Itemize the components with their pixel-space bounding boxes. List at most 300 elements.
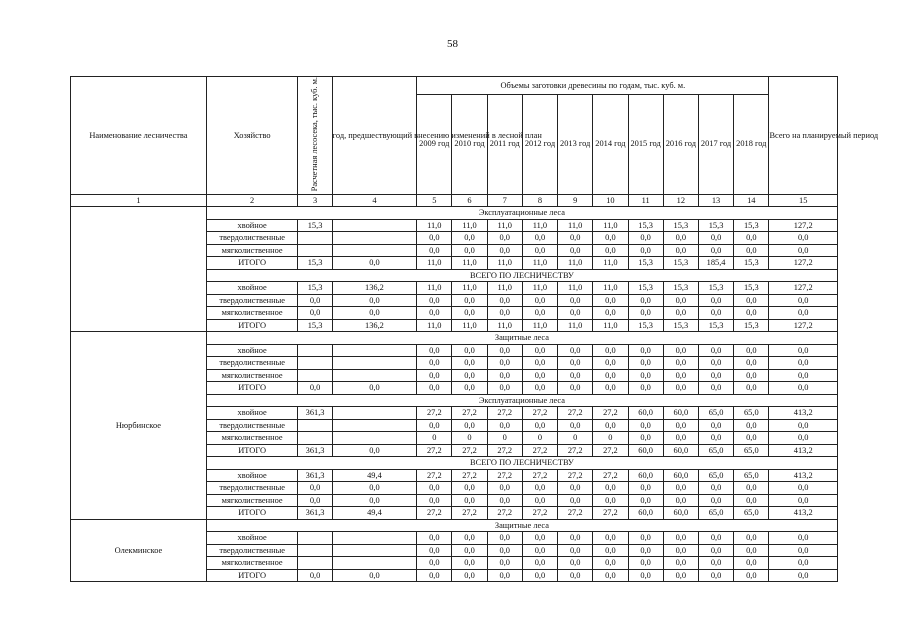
year-value: 0,0 xyxy=(734,557,769,570)
header-year: 2014 год xyxy=(593,94,628,194)
year-value: 0,0 xyxy=(558,557,593,570)
year-value: 27,2 xyxy=(593,407,628,420)
year-value: 27,2 xyxy=(417,407,452,420)
year-value: 0,0 xyxy=(628,544,663,557)
year-value: 0,0 xyxy=(558,244,593,257)
year-value: 11,0 xyxy=(417,257,452,270)
economy-type: ИТОГО xyxy=(206,444,298,457)
prior-year-value: 0,0 xyxy=(332,382,417,395)
year-value: 11,0 xyxy=(522,282,557,295)
year-value: 11,0 xyxy=(487,257,522,270)
year-value: 0,0 xyxy=(734,494,769,507)
economy-type: ИТОГО xyxy=(206,569,298,582)
year-value: 0 xyxy=(558,432,593,445)
header-year: 2012 год xyxy=(522,94,557,194)
total-value: 0,0 xyxy=(769,232,838,245)
column-number: 1 xyxy=(71,194,207,207)
year-value: 65,0 xyxy=(734,444,769,457)
block-title: Защитные леса xyxy=(206,332,837,345)
total-value: 127,2 xyxy=(769,282,838,295)
year-value: 0,0 xyxy=(698,544,733,557)
year-value: 15,3 xyxy=(698,319,733,332)
year-value: 0,0 xyxy=(663,482,698,495)
year-value: 0,0 xyxy=(522,557,557,570)
year-value: 11,0 xyxy=(487,282,522,295)
year-value: 0,0 xyxy=(487,544,522,557)
year-value: 0,0 xyxy=(487,482,522,495)
year-value: 11,0 xyxy=(452,219,487,232)
total-value: 0,0 xyxy=(769,482,838,495)
year-value: 11,0 xyxy=(593,319,628,332)
year-value: 0,0 xyxy=(452,557,487,570)
header-volumes-group: Объемы заготовки древесины по годам, тыс. куб. м. xyxy=(417,77,769,95)
prior-year-value: 0,0 xyxy=(332,494,417,507)
year-value: 0,0 xyxy=(734,294,769,307)
year-value: 0,0 xyxy=(698,344,733,357)
year-value: 11,0 xyxy=(558,319,593,332)
year-value: 0,0 xyxy=(593,232,628,245)
year-value: 0,0 xyxy=(522,419,557,432)
economy-type: хвойное xyxy=(206,344,298,357)
year-value: 0,0 xyxy=(663,382,698,395)
total-value: 0,0 xyxy=(769,357,838,370)
allowable-cut-value: 15,3 xyxy=(298,319,332,332)
allowable-cut-value: 361,3 xyxy=(298,407,332,420)
year-value: 0,0 xyxy=(558,357,593,370)
block-title-row xyxy=(71,332,838,345)
year-value: 0 xyxy=(487,432,522,445)
prior-year-value: 136,2 xyxy=(332,282,417,295)
year-value: 0,0 xyxy=(698,382,733,395)
year-value: 11,0 xyxy=(558,282,593,295)
column-number: 15 xyxy=(769,194,838,207)
year-value: 65,0 xyxy=(698,469,733,482)
year-value: 0,0 xyxy=(663,494,698,507)
year-value: 0,0 xyxy=(593,307,628,320)
year-value: 0,0 xyxy=(734,232,769,245)
year-value: 0 xyxy=(417,432,452,445)
header-year: 2017 год xyxy=(698,94,733,194)
prior-year-value xyxy=(332,432,417,445)
year-value: 0,0 xyxy=(558,369,593,382)
year-value: 0,0 xyxy=(487,244,522,257)
prior-year-value: 0,0 xyxy=(332,294,417,307)
year-value: 0,0 xyxy=(558,382,593,395)
year-value: 0,0 xyxy=(558,419,593,432)
year-value: 0,0 xyxy=(663,532,698,545)
year-value: 11,0 xyxy=(417,219,452,232)
year-value: 27,2 xyxy=(452,469,487,482)
year-value: 0,0 xyxy=(593,369,628,382)
year-value: 27,2 xyxy=(522,507,557,520)
economy-type: твердолиственные xyxy=(206,482,298,495)
year-value: 0,0 xyxy=(487,557,522,570)
year-value: 15,3 xyxy=(698,219,733,232)
prior-year-value: 0,0 xyxy=(332,569,417,582)
year-value: 0,0 xyxy=(522,232,557,245)
economy-type: твердолиственные xyxy=(206,294,298,307)
year-value: 0,0 xyxy=(734,432,769,445)
economy-type: ИТОГО xyxy=(206,319,298,332)
total-value: 0,0 xyxy=(769,419,838,432)
year-value: 27,2 xyxy=(487,444,522,457)
year-value: 0,0 xyxy=(734,382,769,395)
block-title-row xyxy=(71,207,838,220)
economy-type: мягколиственное xyxy=(206,244,298,257)
year-value: 27,2 xyxy=(522,407,557,420)
year-value: 0,0 xyxy=(628,494,663,507)
year-value: 60,0 xyxy=(663,469,698,482)
year-value: 0,0 xyxy=(663,307,698,320)
column-number: 4 xyxy=(332,194,417,207)
header-year: 2015 год xyxy=(628,94,663,194)
block-title: Защитные леса xyxy=(206,519,837,532)
year-value: 65,0 xyxy=(734,507,769,520)
column-number: 7 xyxy=(487,194,522,207)
year-value: 60,0 xyxy=(663,444,698,457)
year-value: 0,0 xyxy=(628,419,663,432)
year-value: 0,0 xyxy=(628,369,663,382)
economy-type: твердолиственные xyxy=(206,419,298,432)
economy-type: мягколиственное xyxy=(206,432,298,445)
year-value: 27,2 xyxy=(487,469,522,482)
year-value: 15,3 xyxy=(734,319,769,332)
year-value: 0,0 xyxy=(698,294,733,307)
column-number: 13 xyxy=(698,194,733,207)
year-value: 0,0 xyxy=(628,294,663,307)
year-value: 0,0 xyxy=(593,382,628,395)
year-value: 0,0 xyxy=(663,557,698,570)
year-value: 0,0 xyxy=(628,357,663,370)
year-value: 11,0 xyxy=(487,319,522,332)
total-value: 0,0 xyxy=(769,344,838,357)
total-value: 413,2 xyxy=(769,407,838,420)
year-value: 0,0 xyxy=(628,382,663,395)
economy-type: мягколиственное xyxy=(206,494,298,507)
header-prior-year: год, предшествующий внесению изменений в лесной план xyxy=(332,77,417,195)
year-value: 0,0 xyxy=(522,307,557,320)
prior-year-value: 0,0 xyxy=(332,307,417,320)
economy-type: ИТОГО xyxy=(206,507,298,520)
year-value: 0,0 xyxy=(593,569,628,582)
year-value: 0,0 xyxy=(487,344,522,357)
year-value: 0,0 xyxy=(487,294,522,307)
year-value: 0,0 xyxy=(487,369,522,382)
prior-year-value xyxy=(332,219,417,232)
year-value: 11,0 xyxy=(522,219,557,232)
column-number: 3 xyxy=(298,194,332,207)
year-value: 15,3 xyxy=(628,282,663,295)
economy-type: хвойное xyxy=(206,469,298,482)
block-title: Эксплуатационные леса xyxy=(206,207,837,220)
year-value: 0,0 xyxy=(663,419,698,432)
economy-type: хвойное xyxy=(206,219,298,232)
year-value: 0,0 xyxy=(522,544,557,557)
year-value: 11,0 xyxy=(558,219,593,232)
year-value: 15,3 xyxy=(628,319,663,332)
year-value: 11,0 xyxy=(487,219,522,232)
block-title-row xyxy=(71,519,838,532)
year-value: 65,0 xyxy=(698,444,733,457)
year-value: 0,0 xyxy=(593,344,628,357)
year-value: 15,3 xyxy=(663,257,698,270)
year-value: 0,0 xyxy=(734,544,769,557)
year-value: 27,2 xyxy=(522,444,557,457)
year-value: 0,0 xyxy=(452,344,487,357)
prior-year-value: 0,0 xyxy=(332,482,417,495)
header-year: 2011 год xyxy=(487,94,522,194)
year-value: 0,0 xyxy=(558,294,593,307)
allowable-cut-value xyxy=(298,357,332,370)
prior-year-value: 0,0 xyxy=(332,444,417,457)
year-value: 0,0 xyxy=(417,494,452,507)
total-value: 0,0 xyxy=(769,557,838,570)
year-value: 0,0 xyxy=(698,532,733,545)
column-number: 10 xyxy=(593,194,628,207)
column-number: 2 xyxy=(206,194,298,207)
year-value: 27,2 xyxy=(487,507,522,520)
year-value: 11,0 xyxy=(452,257,487,270)
year-value: 0,0 xyxy=(452,369,487,382)
year-value: 0,0 xyxy=(417,232,452,245)
year-value: 0,0 xyxy=(628,532,663,545)
year-value: 0,0 xyxy=(734,569,769,582)
year-value: 0,0 xyxy=(558,307,593,320)
year-value: 27,2 xyxy=(593,507,628,520)
year-value: 60,0 xyxy=(628,407,663,420)
allowable-cut-value: 361,3 xyxy=(298,444,332,457)
year-value: 27,2 xyxy=(558,469,593,482)
total-value: 0,0 xyxy=(769,569,838,582)
economy-type: хвойное xyxy=(206,407,298,420)
allowable-cut-value: 15,3 xyxy=(298,282,332,295)
year-value: 0,0 xyxy=(698,307,733,320)
year-value: 0,0 xyxy=(522,344,557,357)
column-number: 8 xyxy=(522,194,557,207)
year-value: 0,0 xyxy=(522,244,557,257)
year-value: 0,0 xyxy=(628,232,663,245)
header-allowable-cut xyxy=(298,77,332,195)
economy-type: ИТОГО xyxy=(206,257,298,270)
allowable-cut-value: 0,0 xyxy=(298,307,332,320)
year-value: 0,0 xyxy=(628,244,663,257)
year-value: 0,0 xyxy=(452,419,487,432)
allowable-cut-value: 15,3 xyxy=(298,257,332,270)
economy-type: хвойное xyxy=(206,532,298,545)
total-value: 0,0 xyxy=(769,382,838,395)
total-value: 127,2 xyxy=(769,257,838,270)
prior-year-value: 49,4 xyxy=(332,469,417,482)
year-value: 0,0 xyxy=(522,482,557,495)
year-value: 0,0 xyxy=(698,432,733,445)
allowable-cut-value xyxy=(298,369,332,382)
prior-year-value xyxy=(332,344,417,357)
total-value: 0,0 xyxy=(769,432,838,445)
year-value: 0,0 xyxy=(558,544,593,557)
year-value: 0,0 xyxy=(417,357,452,370)
prior-year-value xyxy=(332,369,417,382)
year-value: 0,0 xyxy=(452,244,487,257)
year-value: 0,0 xyxy=(593,544,628,557)
year-value: 15,3 xyxy=(663,319,698,332)
year-value: 0,0 xyxy=(698,494,733,507)
year-value: 27,2 xyxy=(417,469,452,482)
allowable-cut-value xyxy=(298,432,332,445)
year-value: 0,0 xyxy=(593,494,628,507)
allowable-cut-value xyxy=(298,419,332,432)
year-value: 27,2 xyxy=(452,507,487,520)
total-value: 413,2 xyxy=(769,444,838,457)
block-title: ВСЕГО ПО ЛЕСНИЧЕСТВУ xyxy=(206,269,837,282)
total-value: 0,0 xyxy=(769,494,838,507)
total-value: 127,2 xyxy=(769,219,838,232)
year-value: 65,0 xyxy=(698,407,733,420)
economy-type: мягколиственное xyxy=(206,369,298,382)
year-value: 0,0 xyxy=(698,232,733,245)
year-value: 11,0 xyxy=(417,319,452,332)
year-value: 15,3 xyxy=(628,219,663,232)
year-value: 0,0 xyxy=(417,244,452,257)
economy-type: твердолиственные xyxy=(206,357,298,370)
year-value: 0,0 xyxy=(698,357,733,370)
year-value: 0,0 xyxy=(698,419,733,432)
year-value: 0,0 xyxy=(734,344,769,357)
block-title: ВСЕГО ПО ЛЕСНИЧЕСТВУ xyxy=(206,457,837,470)
year-value: 0,0 xyxy=(452,294,487,307)
allowable-cut-value: 0,0 xyxy=(298,294,332,307)
year-value: 0 xyxy=(452,432,487,445)
year-value: 185,4 xyxy=(698,257,733,270)
allowable-cut-value: 361,3 xyxy=(298,507,332,520)
allowable-cut-value xyxy=(298,244,332,257)
year-value: 15,3 xyxy=(628,257,663,270)
year-value: 0,0 xyxy=(487,307,522,320)
year-value: 0,0 xyxy=(417,382,452,395)
total-value: 0,0 xyxy=(769,532,838,545)
header-total: Всего на планируемый период xyxy=(769,77,838,195)
year-value: 15,3 xyxy=(734,282,769,295)
year-value: 0,0 xyxy=(663,569,698,582)
year-value: 0,0 xyxy=(628,307,663,320)
year-value: 0,0 xyxy=(417,419,452,432)
year-value: 0,0 xyxy=(487,494,522,507)
prior-year-value xyxy=(332,232,417,245)
year-value: 60,0 xyxy=(663,507,698,520)
year-value: 0,0 xyxy=(558,569,593,582)
total-value: 0,0 xyxy=(769,369,838,382)
year-value: 15,3 xyxy=(734,257,769,270)
harvest-volume-table xyxy=(70,76,879,582)
year-value: 0,0 xyxy=(452,307,487,320)
year-value: 0 xyxy=(522,432,557,445)
year-value: 0,0 xyxy=(487,569,522,582)
year-value: 11,0 xyxy=(522,319,557,332)
allowable-cut-value: 0,0 xyxy=(298,494,332,507)
year-value: 0,0 xyxy=(698,482,733,495)
allowable-cut-value: 361,3 xyxy=(298,469,332,482)
year-value: 0,0 xyxy=(558,232,593,245)
column-number: 6 xyxy=(452,194,487,207)
year-value: 65,0 xyxy=(698,507,733,520)
year-value: 11,0 xyxy=(593,219,628,232)
year-value: 27,2 xyxy=(593,469,628,482)
year-value: 27,2 xyxy=(558,507,593,520)
year-value: 0,0 xyxy=(487,357,522,370)
year-value: 60,0 xyxy=(628,469,663,482)
total-value: 413,2 xyxy=(769,469,838,482)
year-value: 0,0 xyxy=(417,569,452,582)
year-value: 0,0 xyxy=(417,294,452,307)
year-value: 0,0 xyxy=(487,232,522,245)
year-value: 0,0 xyxy=(734,369,769,382)
year-value: 0,0 xyxy=(628,557,663,570)
prior-year-value: 136,2 xyxy=(332,319,417,332)
year-value: 0,0 xyxy=(663,357,698,370)
allowable-cut-value: 0,0 xyxy=(298,482,332,495)
year-value: 0,0 xyxy=(522,294,557,307)
header-economy: Хозяйство xyxy=(206,77,298,195)
year-value: 11,0 xyxy=(593,257,628,270)
total-value: 0,0 xyxy=(769,544,838,557)
year-value: 0,0 xyxy=(522,569,557,582)
column-number: 14 xyxy=(734,194,769,207)
year-value: 0,0 xyxy=(417,369,452,382)
year-value: 0,0 xyxy=(487,419,522,432)
year-value: 27,2 xyxy=(417,507,452,520)
header-year: 2013 год xyxy=(558,94,593,194)
economy-type: мягколиственное xyxy=(206,557,298,570)
forestry-name: Олекминское xyxy=(71,519,207,582)
year-value: 0,0 xyxy=(558,344,593,357)
year-value: 0,0 xyxy=(663,369,698,382)
year-value: 0,0 xyxy=(452,482,487,495)
prior-year-value xyxy=(332,244,417,257)
allowable-cut-value xyxy=(298,344,332,357)
year-value: 0,0 xyxy=(628,344,663,357)
year-value: 27,2 xyxy=(452,444,487,457)
prior-year-value: 49,4 xyxy=(332,507,417,520)
year-value: 0,0 xyxy=(593,294,628,307)
allowable-cut-value xyxy=(298,557,332,570)
year-value: 15,3 xyxy=(663,282,698,295)
year-value: 0,0 xyxy=(522,357,557,370)
year-value: 0,0 xyxy=(452,544,487,557)
year-value: 0,0 xyxy=(663,432,698,445)
year-value: 15,3 xyxy=(698,282,733,295)
economy-type: твердолиственные xyxy=(206,544,298,557)
year-value: 0,0 xyxy=(593,244,628,257)
header-forestry-name: Наименование лесничества xyxy=(71,77,207,195)
column-number: 11 xyxy=(628,194,663,207)
year-value: 11,0 xyxy=(558,257,593,270)
year-value: 27,2 xyxy=(593,444,628,457)
prior-year-value xyxy=(332,357,417,370)
year-value: 0,0 xyxy=(417,532,452,545)
total-value: 127,2 xyxy=(769,319,838,332)
prior-year-value xyxy=(332,532,417,545)
year-value: 0,0 xyxy=(698,569,733,582)
year-value: 0,0 xyxy=(487,532,522,545)
allowable-cut-value: 15,3 xyxy=(298,219,332,232)
year-value: 0,0 xyxy=(663,294,698,307)
economy-type: мягколиственное xyxy=(206,307,298,320)
header-year: 2009 год xyxy=(417,94,452,194)
year-value: 0,0 xyxy=(663,244,698,257)
economy-type: ИТОГО xyxy=(206,382,298,395)
year-value: 0,0 xyxy=(417,557,452,570)
year-value: 0,0 xyxy=(522,369,557,382)
year-value: 0,0 xyxy=(558,494,593,507)
